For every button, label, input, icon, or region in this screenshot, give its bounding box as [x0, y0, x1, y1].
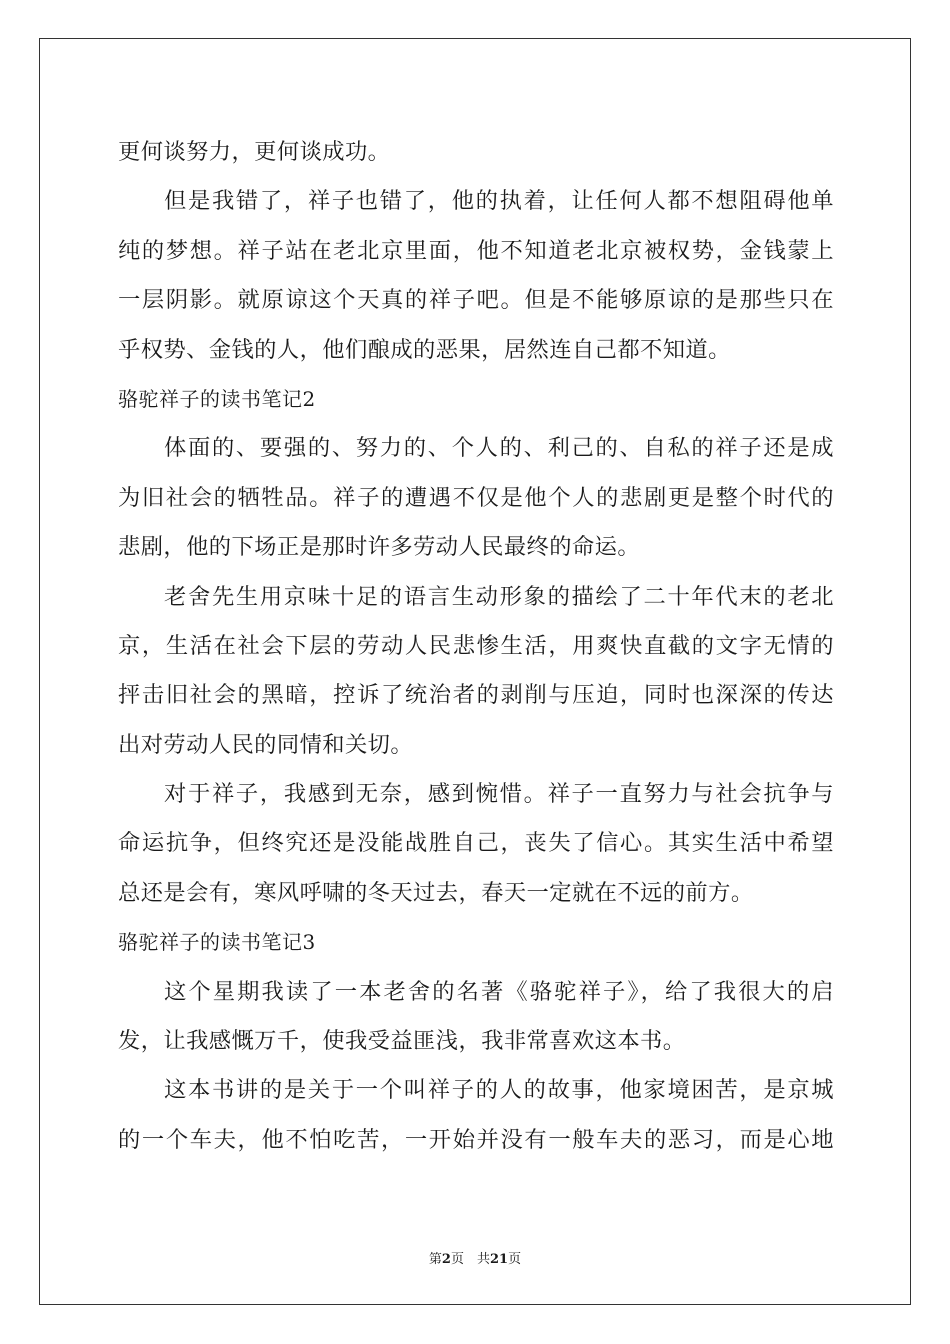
text-line: 但是我错了，祥子也错了，他的执着，让任何人都不想阻碍他单 [164, 188, 834, 215]
text-line: 总还是会有，寒风呼啸的冬天过去，春天一定就在不远的前方。 [118, 879, 754, 906]
text-line: 老舍先生用京味十足的语言生动形象的描绘了二十年代末的老北 [164, 583, 834, 610]
text-line: 为旧社会的牺牲品。祥子的遭遇不仅是他个人的悲剧更是整个时代的 [118, 484, 834, 511]
document-body [118, 128, 834, 1165]
text-line: 对于祥子，我感到无奈，感到惋惜。祥子一直努力与社会抗争与 [164, 781, 834, 808]
text-line: 发，让我感慨万千，使我受益匪浅，我非常喜欢这本书。 [118, 1028, 686, 1055]
text-line: 一层阴影。就原谅这个天真的祥子吧。但是不能够原谅的是那些只在 [118, 287, 834, 314]
text-line: 命运抗争，但终究还是没能战胜自己，丧失了信心。其实生活中希望 [118, 830, 834, 857]
text-line: 京，生活在社会下层的劳动人民悲惨生活，用爽快直截的文字无情的 [118, 632, 834, 659]
footer-prefix: 第 [428, 1252, 442, 1267]
text-line: 的一个车夫，他不怕吃苦，一开始并没有一般车夫的恶习，而是心地 [118, 1126, 834, 1153]
current-page-number: 2 [441, 1252, 451, 1267]
page-footer [0, 1248, 950, 1267]
total-page-count: 21 [489, 1252, 509, 1267]
footer-mid: 页 共 [450, 1252, 490, 1267]
section-heading: 骆驼祥子的读书笔记3 [118, 930, 316, 955]
text-line: 这个星期我读了一本老舍的名著《骆驼祥子》，给了我很大的启 [164, 978, 834, 1005]
text-line: 出对劳动人民的同情和关切。 [118, 731, 414, 758]
text-line: 悲剧，他的下场正是那时许多劳动人民最终的命运。 [118, 534, 641, 561]
text-line: 抨击旧社会的黑暗，控诉了统治者的剥削与压迫，同时也深深的传达 [118, 682, 834, 709]
text-line: 乎权势、金钱的人，他们酿成的恶果，居然连自己都不知道。 [118, 336, 731, 363]
text-line: 这本书讲的是关于一个叫祥子的人的故事，他家境困苦，是京城 [164, 1077, 834, 1104]
text-line: 纯的梦想。祥子站在老北京里面，他不知道老北京被权势，金钱蒙上 [118, 237, 834, 264]
section-heading: 骆驼祥子的读书笔记2 [118, 386, 316, 411]
text-line: 更何谈努力，更何谈成功。 [118, 139, 391, 165]
footer-suffix: 页 [508, 1252, 522, 1267]
text-line: 体面的、要强的、努力的、个人的、利己的、自私的祥子还是成 [164, 435, 834, 462]
